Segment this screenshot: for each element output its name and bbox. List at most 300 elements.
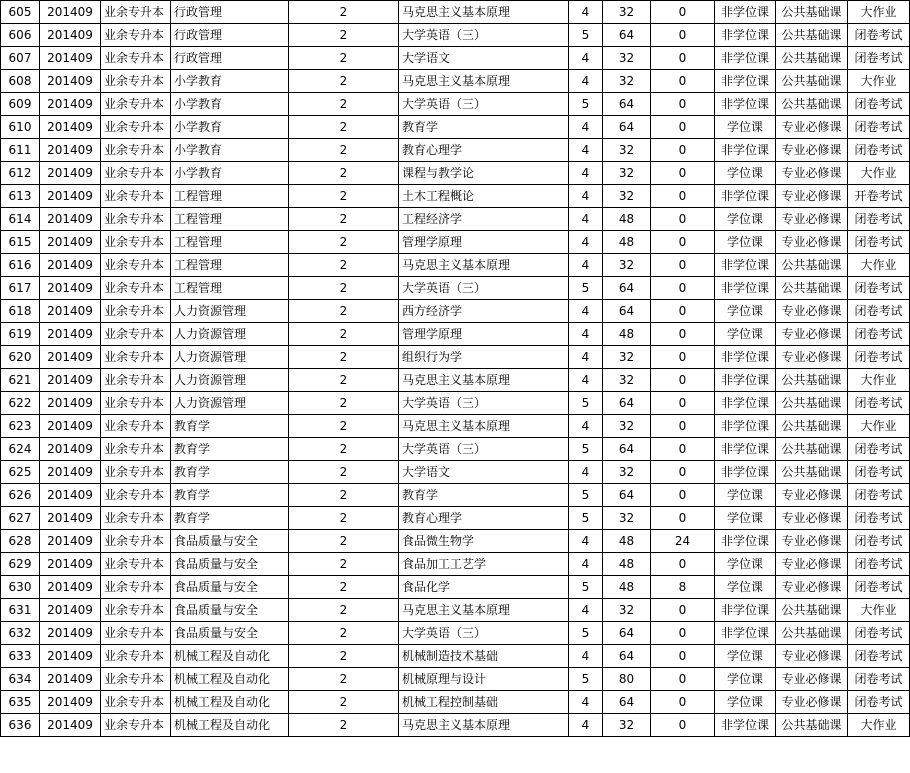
degree-type-cell: 非学位课 — [715, 24, 776, 47]
table-row — [1, 1, 910, 24]
study-type-cell: 业余专升本 — [101, 622, 171, 645]
row-number-cell: 631 — [1, 599, 40, 622]
study-type-cell: 业余专升本 — [101, 576, 171, 599]
course-category-cell: 专业必修课 — [776, 668, 848, 691]
lab-hours-cell: 8 — [651, 576, 715, 599]
semester-cell: 2 — [289, 300, 399, 323]
hours-cell: 64 — [603, 300, 651, 323]
exam-type-cell: 闭卷考试 — [848, 300, 910, 323]
batch-cell: 201409 — [40, 277, 101, 300]
course-name-cell: 组织行为学 — [399, 346, 569, 369]
table-row — [1, 599, 910, 622]
major-cell: 食品质量与安全 — [171, 622, 289, 645]
table-row — [1, 93, 910, 116]
course-name-cell: 教育心理学 — [399, 139, 569, 162]
major-cell: 食品质量与安全 — [171, 530, 289, 553]
row-number-cell: 636 — [1, 714, 40, 737]
semester-cell: 2 — [289, 622, 399, 645]
table-row — [1, 507, 910, 530]
major-cell: 人力资源管理 — [171, 323, 289, 346]
row-number-cell: 633 — [1, 645, 40, 668]
hours-cell: 32 — [603, 461, 651, 484]
table-row — [1, 24, 910, 47]
hours-cell: 64 — [603, 484, 651, 507]
study-type-cell: 业余专升本 — [101, 369, 171, 392]
course-category-cell: 公共基础课 — [776, 254, 848, 277]
degree-type-cell: 非学位课 — [715, 369, 776, 392]
major-cell: 行政管理 — [171, 1, 289, 24]
credits-cell: 4 — [569, 300, 603, 323]
hours-cell: 32 — [603, 346, 651, 369]
table-row — [1, 162, 910, 185]
exam-type-cell: 闭卷考试 — [848, 530, 910, 553]
batch-cell: 201409 — [40, 530, 101, 553]
degree-type-cell: 非学位课 — [715, 530, 776, 553]
study-type-cell: 业余专升本 — [101, 254, 171, 277]
batch-cell: 201409 — [40, 254, 101, 277]
course-name-cell: 马克思主义基本原理 — [399, 415, 569, 438]
lab-hours-cell: 0 — [651, 668, 715, 691]
degree-type-cell: 学位课 — [715, 323, 776, 346]
exam-type-cell: 闭卷考试 — [848, 576, 910, 599]
row-number-cell: 605 — [1, 1, 40, 24]
course-category-cell: 公共基础课 — [776, 392, 848, 415]
semester-cell: 2 — [289, 162, 399, 185]
course-category-cell: 专业必修课 — [776, 116, 848, 139]
row-number-cell: 607 — [1, 47, 40, 70]
batch-cell: 201409 — [40, 208, 101, 231]
degree-type-cell: 学位课 — [715, 645, 776, 668]
hours-cell: 48 — [603, 323, 651, 346]
hours-cell: 32 — [603, 507, 651, 530]
course-category-cell: 公共基础课 — [776, 1, 848, 24]
major-cell: 机械工程及自动化 — [171, 691, 289, 714]
row-number-cell: 627 — [1, 507, 40, 530]
degree-type-cell: 学位课 — [715, 116, 776, 139]
degree-type-cell: 非学位课 — [715, 70, 776, 93]
lab-hours-cell: 0 — [651, 484, 715, 507]
table-row — [1, 714, 910, 737]
exam-type-cell: 闭卷考试 — [848, 461, 910, 484]
course-name-cell: 机械原理与设计 — [399, 668, 569, 691]
semester-cell: 2 — [289, 70, 399, 93]
course-category-cell: 公共基础课 — [776, 277, 848, 300]
semester-cell: 2 — [289, 484, 399, 507]
lab-hours-cell: 0 — [651, 93, 715, 116]
semester-cell: 2 — [289, 645, 399, 668]
table-row — [1, 484, 910, 507]
major-cell: 教育学 — [171, 507, 289, 530]
table-row — [1, 392, 910, 415]
row-number-cell: 619 — [1, 323, 40, 346]
batch-cell: 201409 — [40, 162, 101, 185]
study-type-cell: 业余专升本 — [101, 185, 171, 208]
lab-hours-cell: 0 — [651, 47, 715, 70]
course-category-cell: 专业必修课 — [776, 300, 848, 323]
course-category-cell: 公共基础课 — [776, 714, 848, 737]
course-name-cell: 西方经济学 — [399, 300, 569, 323]
degree-type-cell: 非学位课 — [715, 461, 776, 484]
degree-type-cell: 学位课 — [715, 484, 776, 507]
table-row — [1, 300, 910, 323]
exam-type-cell: 闭卷考试 — [848, 346, 910, 369]
course-category-cell: 公共基础课 — [776, 599, 848, 622]
exam-type-cell: 闭卷考试 — [848, 116, 910, 139]
semester-cell: 2 — [289, 231, 399, 254]
table-row — [1, 277, 910, 300]
semester-cell: 2 — [289, 254, 399, 277]
lab-hours-cell: 0 — [651, 231, 715, 254]
study-type-cell: 业余专升本 — [101, 208, 171, 231]
hours-cell: 32 — [603, 415, 651, 438]
batch-cell: 201409 — [40, 438, 101, 461]
row-number-cell: 610 — [1, 116, 40, 139]
row-number-cell: 615 — [1, 231, 40, 254]
lab-hours-cell: 0 — [651, 369, 715, 392]
lab-hours-cell: 0 — [651, 24, 715, 47]
batch-cell: 201409 — [40, 622, 101, 645]
semester-cell: 2 — [289, 461, 399, 484]
hours-cell: 64 — [603, 116, 651, 139]
semester-cell: 2 — [289, 93, 399, 116]
table-row — [1, 254, 910, 277]
table-row — [1, 645, 910, 668]
exam-type-cell: 大作业 — [848, 369, 910, 392]
course-name-cell: 管理学原理 — [399, 323, 569, 346]
course-category-cell: 公共基础课 — [776, 461, 848, 484]
major-cell: 工程管理 — [171, 277, 289, 300]
table-row — [1, 231, 910, 254]
batch-cell: 201409 — [40, 392, 101, 415]
study-type-cell: 业余专升本 — [101, 300, 171, 323]
study-type-cell: 业余专升本 — [101, 277, 171, 300]
major-cell: 工程管理 — [171, 185, 289, 208]
semester-cell: 2 — [289, 415, 399, 438]
row-number-cell: 624 — [1, 438, 40, 461]
hours-cell: 32 — [603, 369, 651, 392]
course-name-cell: 马克思主义基本原理 — [399, 254, 569, 277]
hours-cell: 32 — [603, 139, 651, 162]
batch-cell: 201409 — [40, 47, 101, 70]
study-type-cell: 业余专升本 — [101, 668, 171, 691]
course-category-cell: 公共基础课 — [776, 415, 848, 438]
exam-type-cell: 闭卷考试 — [848, 484, 910, 507]
exam-type-cell: 闭卷考试 — [848, 47, 910, 70]
credits-cell: 4 — [569, 70, 603, 93]
exam-type-cell: 闭卷考试 — [848, 277, 910, 300]
row-number-cell: 614 — [1, 208, 40, 231]
semester-cell: 2 — [289, 691, 399, 714]
degree-type-cell: 非学位课 — [715, 139, 776, 162]
degree-type-cell: 非学位课 — [715, 185, 776, 208]
semester-cell: 2 — [289, 47, 399, 70]
table-row — [1, 530, 910, 553]
course-name-cell: 大学英语（三） — [399, 277, 569, 300]
exam-type-cell: 大作业 — [848, 714, 910, 737]
hours-cell: 64 — [603, 93, 651, 116]
course-category-cell: 专业必修课 — [776, 553, 848, 576]
exam-type-cell: 闭卷考试 — [848, 438, 910, 461]
batch-cell: 201409 — [40, 714, 101, 737]
major-cell: 教育学 — [171, 461, 289, 484]
lab-hours-cell: 0 — [651, 185, 715, 208]
course-category-cell: 专业必修课 — [776, 185, 848, 208]
major-cell: 食品质量与安全 — [171, 553, 289, 576]
course-name-cell: 教育学 — [399, 484, 569, 507]
lab-hours-cell: 0 — [651, 346, 715, 369]
credits-cell: 5 — [569, 438, 603, 461]
credits-cell: 4 — [569, 461, 603, 484]
row-number-cell: 626 — [1, 484, 40, 507]
study-type-cell: 业余专升本 — [101, 438, 171, 461]
lab-hours-cell: 0 — [651, 438, 715, 461]
batch-cell: 201409 — [40, 484, 101, 507]
exam-type-cell: 闭卷考试 — [848, 231, 910, 254]
degree-type-cell: 非学位课 — [715, 254, 776, 277]
semester-cell: 2 — [289, 277, 399, 300]
course-category-cell: 专业必修课 — [776, 346, 848, 369]
batch-cell: 201409 — [40, 139, 101, 162]
batch-cell: 201409 — [40, 185, 101, 208]
semester-cell: 2 — [289, 553, 399, 576]
major-cell: 机械工程及自动化 — [171, 714, 289, 737]
lab-hours-cell: 0 — [651, 691, 715, 714]
row-number-cell: 606 — [1, 24, 40, 47]
batch-cell: 201409 — [40, 668, 101, 691]
course-category-cell: 专业必修课 — [776, 208, 848, 231]
exam-type-cell: 大作业 — [848, 254, 910, 277]
hours-cell: 32 — [603, 714, 651, 737]
study-type-cell: 业余专升本 — [101, 599, 171, 622]
study-type-cell: 业余专升本 — [101, 415, 171, 438]
study-type-cell: 业余专升本 — [101, 346, 171, 369]
credits-cell: 4 — [569, 208, 603, 231]
course-category-cell: 专业必修课 — [776, 484, 848, 507]
semester-cell: 2 — [289, 139, 399, 162]
degree-type-cell: 学位课 — [715, 576, 776, 599]
major-cell: 教育学 — [171, 415, 289, 438]
course-category-cell: 专业必修课 — [776, 530, 848, 553]
major-cell: 食品质量与安全 — [171, 599, 289, 622]
lab-hours-cell: 0 — [651, 162, 715, 185]
major-cell: 机械工程及自动化 — [171, 645, 289, 668]
credits-cell: 4 — [569, 139, 603, 162]
major-cell: 行政管理 — [171, 47, 289, 70]
major-cell: 人力资源管理 — [171, 369, 289, 392]
hours-cell: 32 — [603, 254, 651, 277]
major-cell: 小学教育 — [171, 70, 289, 93]
lab-hours-cell: 24 — [651, 530, 715, 553]
study-type-cell: 业余专升本 — [101, 714, 171, 737]
course-name-cell: 大学英语（三） — [399, 93, 569, 116]
credits-cell: 4 — [569, 116, 603, 139]
row-number-cell: 621 — [1, 369, 40, 392]
study-type-cell: 业余专升本 — [101, 484, 171, 507]
credits-cell: 5 — [569, 392, 603, 415]
table-row — [1, 622, 910, 645]
course-name-cell: 大学英语（三） — [399, 622, 569, 645]
row-number-cell: 613 — [1, 185, 40, 208]
major-cell: 教育学 — [171, 438, 289, 461]
batch-cell: 201409 — [40, 415, 101, 438]
semester-cell: 2 — [289, 576, 399, 599]
credits-cell: 5 — [569, 576, 603, 599]
course-name-cell: 大学英语（三） — [399, 438, 569, 461]
study-type-cell: 业余专升本 — [101, 231, 171, 254]
degree-type-cell: 非学位课 — [715, 93, 776, 116]
exam-type-cell: 闭卷考试 — [848, 93, 910, 116]
study-type-cell: 业余专升本 — [101, 461, 171, 484]
table-row — [1, 47, 910, 70]
course-name-cell: 机械制造技术基础 — [399, 645, 569, 668]
course-name-cell: 大学语文 — [399, 47, 569, 70]
semester-cell: 2 — [289, 438, 399, 461]
degree-type-cell: 非学位课 — [715, 277, 776, 300]
hours-cell: 32 — [603, 1, 651, 24]
course-category-cell: 公共基础课 — [776, 369, 848, 392]
course-name-cell: 管理学原理 — [399, 231, 569, 254]
major-cell: 小学教育 — [171, 116, 289, 139]
table-row — [1, 691, 910, 714]
exam-type-cell: 大作业 — [848, 599, 910, 622]
row-number-cell: 609 — [1, 93, 40, 116]
semester-cell: 2 — [289, 530, 399, 553]
credits-cell: 5 — [569, 622, 603, 645]
major-cell: 小学教育 — [171, 93, 289, 116]
credits-cell: 4 — [569, 369, 603, 392]
exam-type-cell: 闭卷考试 — [848, 691, 910, 714]
degree-type-cell: 非学位课 — [715, 622, 776, 645]
batch-cell: 201409 — [40, 93, 101, 116]
row-number-cell: 622 — [1, 392, 40, 415]
hours-cell: 64 — [603, 392, 651, 415]
exam-type-cell: 大作业 — [848, 1, 910, 24]
row-number-cell: 612 — [1, 162, 40, 185]
batch-cell: 201409 — [40, 116, 101, 139]
study-type-cell: 业余专升本 — [101, 530, 171, 553]
course-name-cell: 工程经济学 — [399, 208, 569, 231]
course-category-cell: 公共基础课 — [776, 24, 848, 47]
lab-hours-cell: 0 — [651, 415, 715, 438]
hours-cell: 32 — [603, 162, 651, 185]
degree-type-cell: 非学位课 — [715, 415, 776, 438]
course-category-cell: 专业必修课 — [776, 691, 848, 714]
lab-hours-cell: 0 — [651, 116, 715, 139]
semester-cell: 2 — [289, 369, 399, 392]
table-row — [1, 323, 910, 346]
row-number-cell: 623 — [1, 415, 40, 438]
hours-cell: 64 — [603, 622, 651, 645]
study-type-cell: 业余专升本 — [101, 24, 171, 47]
credits-cell: 4 — [569, 1, 603, 24]
credits-cell: 5 — [569, 507, 603, 530]
major-cell: 食品质量与安全 — [171, 576, 289, 599]
semester-cell: 2 — [289, 668, 399, 691]
course-category-cell: 专业必修课 — [776, 507, 848, 530]
hours-cell: 48 — [603, 576, 651, 599]
study-type-cell: 业余专升本 — [101, 162, 171, 185]
table-row — [1, 438, 910, 461]
semester-cell: 2 — [289, 116, 399, 139]
hours-cell: 80 — [603, 668, 651, 691]
row-number-cell: 630 — [1, 576, 40, 599]
degree-type-cell: 非学位课 — [715, 714, 776, 737]
semester-cell: 2 — [289, 323, 399, 346]
study-type-cell: 业余专升本 — [101, 139, 171, 162]
degree-type-cell: 学位课 — [715, 507, 776, 530]
hours-cell: 64 — [603, 438, 651, 461]
table-row — [1, 185, 910, 208]
hours-cell: 48 — [603, 530, 651, 553]
major-cell: 工程管理 — [171, 208, 289, 231]
semester-cell: 2 — [289, 208, 399, 231]
batch-cell: 201409 — [40, 461, 101, 484]
hours-cell: 64 — [603, 691, 651, 714]
row-number-cell: 611 — [1, 139, 40, 162]
hours-cell: 32 — [603, 599, 651, 622]
course-category-cell: 专业必修课 — [776, 645, 848, 668]
course-category-cell: 公共基础课 — [776, 438, 848, 461]
exam-type-cell: 闭卷考试 — [848, 24, 910, 47]
table-row — [1, 576, 910, 599]
course-category-cell: 公共基础课 — [776, 93, 848, 116]
lab-hours-cell: 0 — [651, 461, 715, 484]
lab-hours-cell: 0 — [651, 1, 715, 24]
lab-hours-cell: 0 — [651, 553, 715, 576]
table-row — [1, 208, 910, 231]
row-number-cell: 629 — [1, 553, 40, 576]
row-number-cell: 618 — [1, 300, 40, 323]
credits-cell: 4 — [569, 645, 603, 668]
major-cell: 小学教育 — [171, 162, 289, 185]
table-row — [1, 70, 910, 93]
course-category-cell: 专业必修课 — [776, 323, 848, 346]
hours-cell: 32 — [603, 47, 651, 70]
table-row — [1, 116, 910, 139]
credits-cell: 4 — [569, 185, 603, 208]
exam-type-cell: 闭卷考试 — [848, 323, 910, 346]
degree-type-cell: 学位课 — [715, 300, 776, 323]
degree-type-cell: 学位课 — [715, 691, 776, 714]
study-type-cell: 业余专升本 — [101, 1, 171, 24]
lab-hours-cell: 0 — [651, 507, 715, 530]
row-number-cell: 625 — [1, 461, 40, 484]
credits-cell: 4 — [569, 254, 603, 277]
credits-cell: 5 — [569, 668, 603, 691]
semester-cell: 2 — [289, 392, 399, 415]
course-category-cell: 公共基础课 — [776, 70, 848, 93]
study-type-cell: 业余专升本 — [101, 645, 171, 668]
exam-type-cell: 闭卷考试 — [848, 208, 910, 231]
degree-type-cell: 学位课 — [715, 231, 776, 254]
course-name-cell: 土木工程概论 — [399, 185, 569, 208]
semester-cell: 2 — [289, 1, 399, 24]
exam-type-cell: 大作业 — [848, 415, 910, 438]
study-type-cell: 业余专升本 — [101, 70, 171, 93]
hours-cell: 64 — [603, 24, 651, 47]
study-type-cell: 业余专升本 — [101, 691, 171, 714]
credits-cell: 4 — [569, 323, 603, 346]
semester-cell: 2 — [289, 714, 399, 737]
course-name-cell: 机械工程控制基础 — [399, 691, 569, 714]
course-name-cell: 马克思主义基本原理 — [399, 599, 569, 622]
degree-type-cell: 非学位课 — [715, 1, 776, 24]
credits-cell: 4 — [569, 691, 603, 714]
lab-hours-cell: 0 — [651, 392, 715, 415]
course-name-cell: 食品化学 — [399, 576, 569, 599]
exam-type-cell: 大作业 — [848, 70, 910, 93]
hours-cell: 48 — [603, 208, 651, 231]
